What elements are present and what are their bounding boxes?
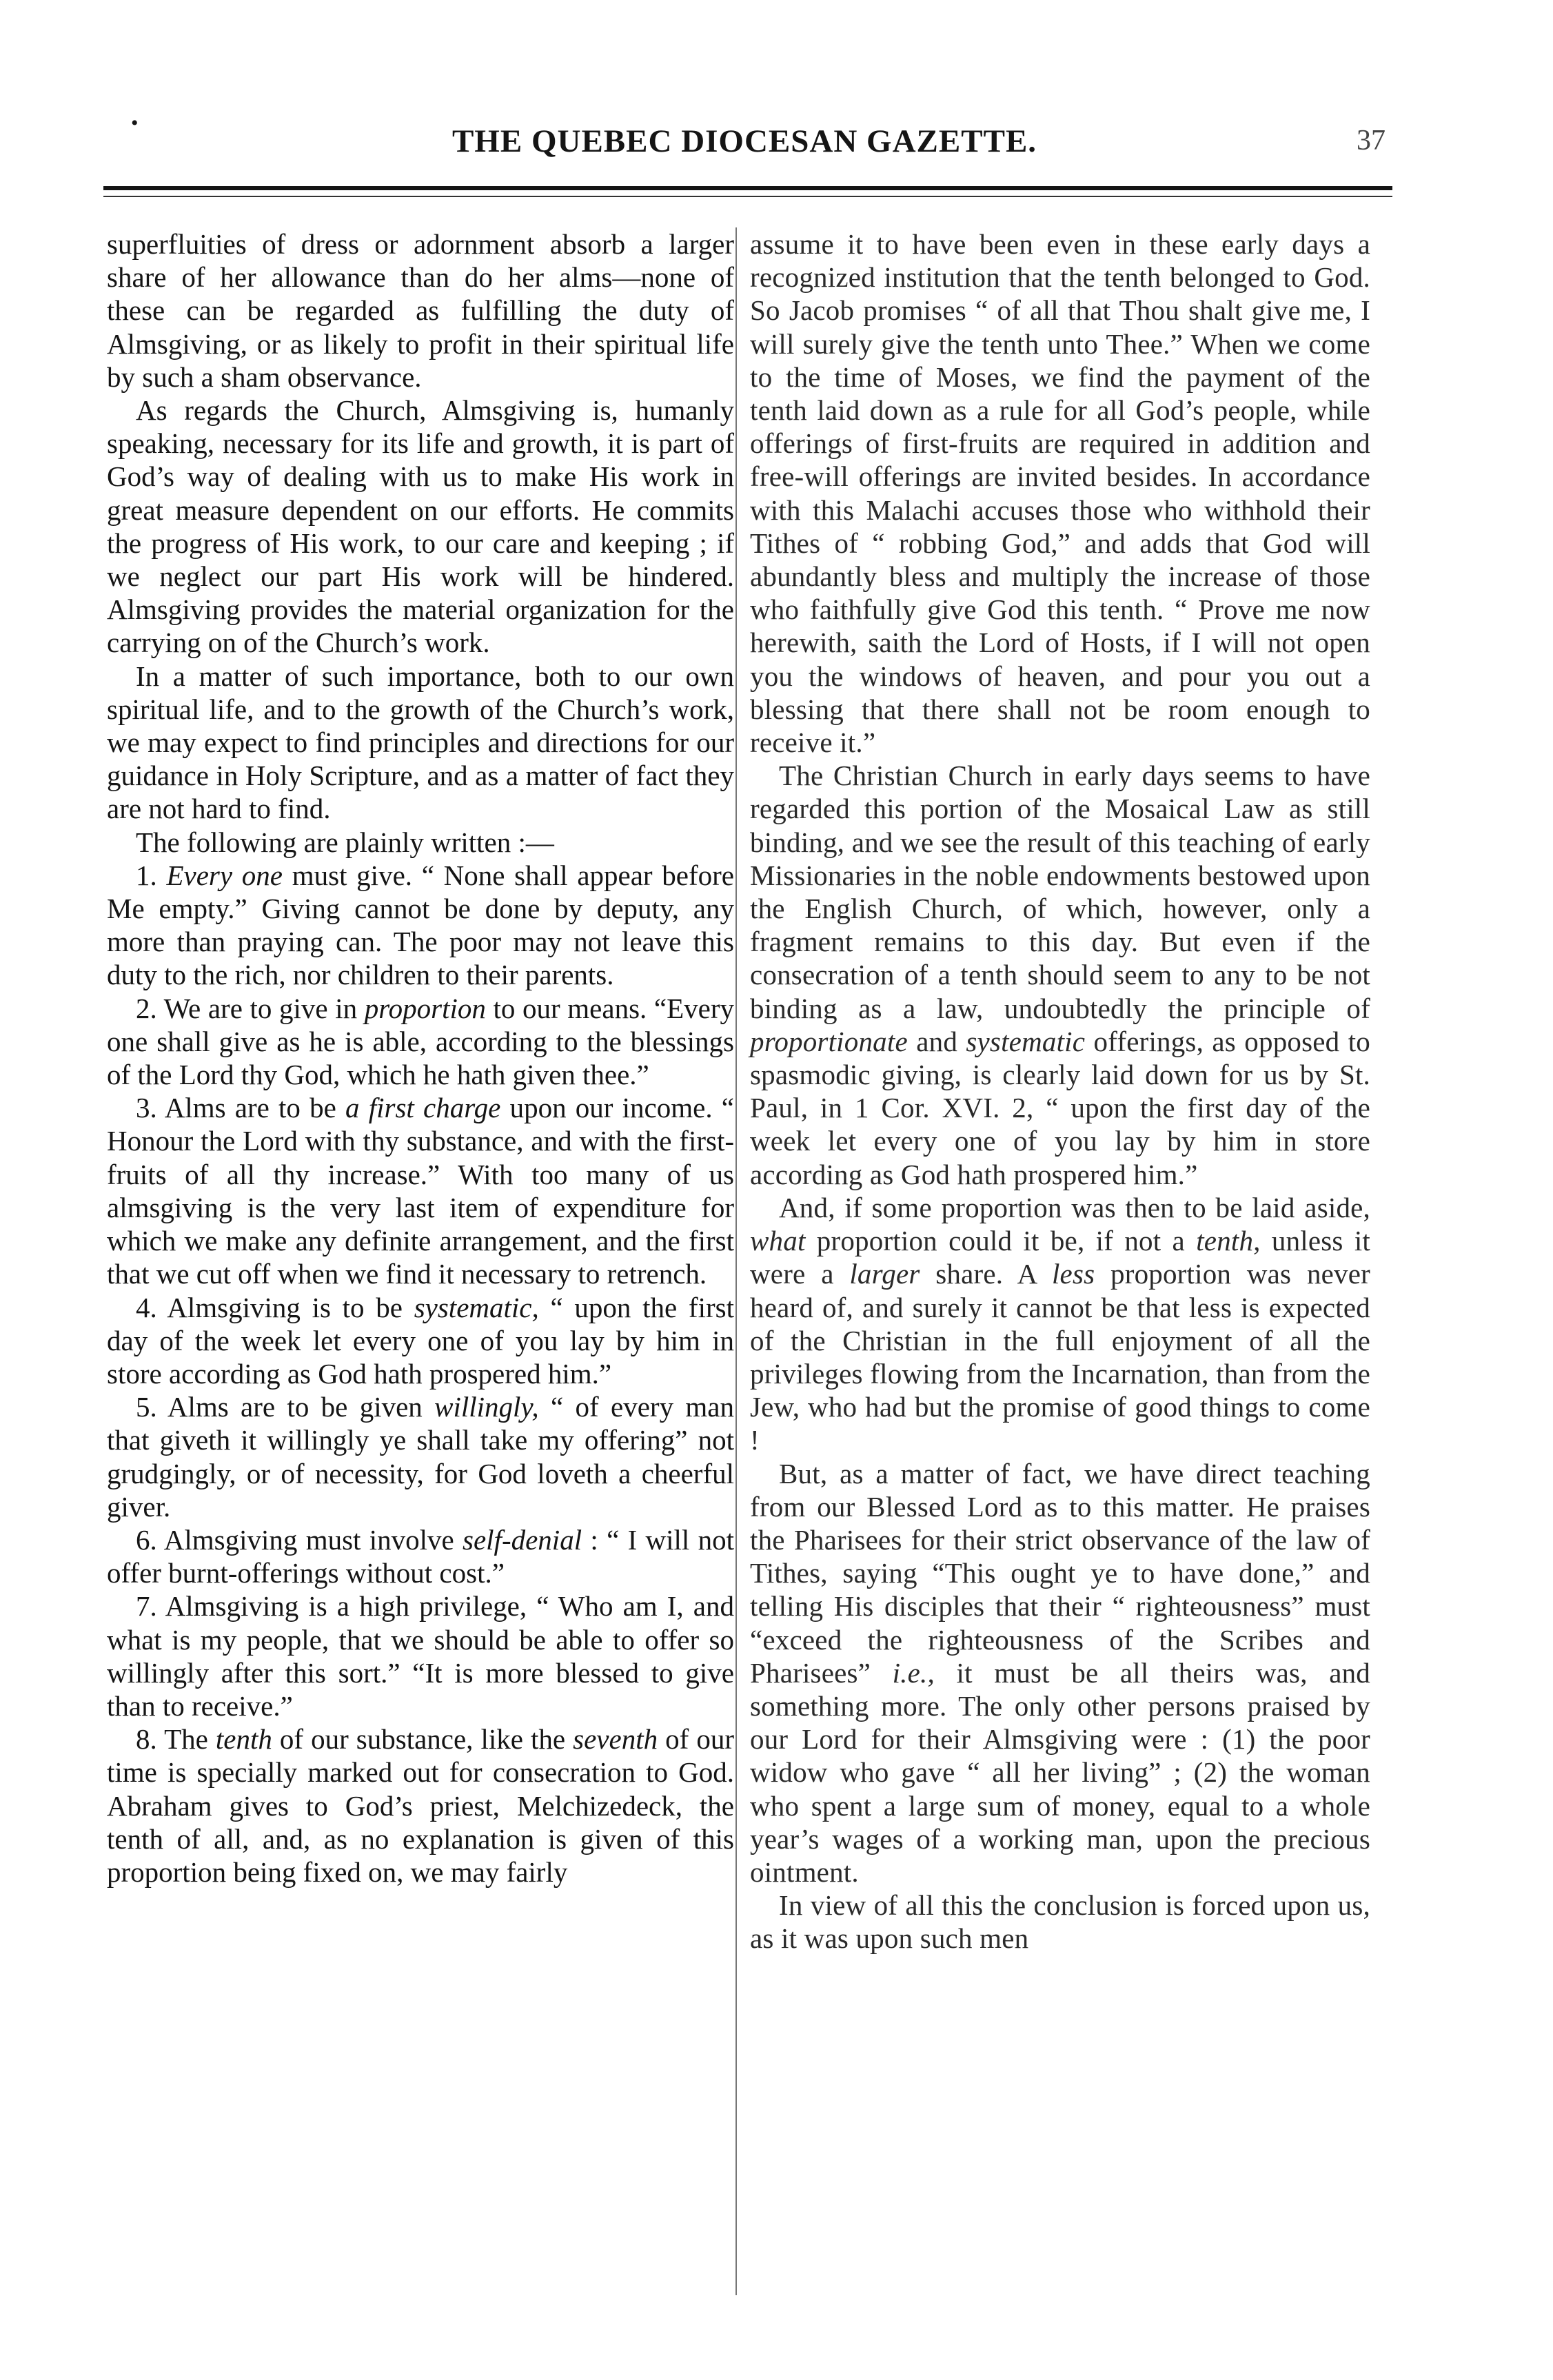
item-text: “ of every man that giveth it willingly ye shall take my offering” not grudgingly, or of necessity, for God loveth a cheerful giver.: [107, 1391, 734, 1523]
item-number: 7.: [136, 1590, 165, 1623]
item-text: We are to give in: [163, 992, 365, 1024]
item-emphasis: seventh: [573, 1723, 658, 1756]
item-number: 1.: [136, 859, 167, 891]
header-rule-thick: [103, 186, 1392, 190]
paragraph-text: share. A: [920, 1258, 1052, 1290]
item-text: : “ I will not offer burnt-offerings without cost.”: [107, 1523, 734, 1589]
paragraph-text: it must be all theirs was, and something more. The only other persons praised by our Lord for their Almsgiving were : (1) the poor widow who gave “ all her living” ; (2) the woman who spent a large sum of money, equal to a whole year’s wages of a working man, upon the precious ointment.: [750, 1656, 1370, 1888]
header-rule-thin: [103, 196, 1392, 197]
item-number: 3.: [136, 1092, 165, 1124]
paragraph: As regards the Church, Almsgiving is, humanly speaking, necessary for its life and growth, it is part of God’s way of dealing with us to make His work in great measure dependent on our efforts. He commits the progress of His work, to our care and keeping ; if we neglect our part His work will be hindered. Almsgiving provides the material organization for the carrying on of the Church’s work.: [107, 394, 734, 659]
paragraph: In view of all this the conclusion is forced upon us, as it was upon such men: [750, 1889, 1370, 1955]
right-column: [750, 227, 1370, 1955]
list-item: [107, 859, 734, 992]
header-ornament: •: [131, 112, 139, 134]
paragraph: superfluities of dress or adornment absorb a larger share of her allowance than do her alms—none of these can be regarded as fulfilling the duty of Almsgiving, or as likely to profit in their spiritual life by such a sham observance.: [107, 228, 734, 393]
item-text: Almsgiving must involve: [163, 1523, 463, 1556]
item-number: 6.: [136, 1523, 164, 1556]
item-text: “ upon the first day of the week let every one of you lay by him in store according as God hath prospered him.”: [107, 1291, 734, 1390]
item-text: must give. “ None shall appear before Me empty.” Giving cannot be done by deputy, any more than praying can. The poor may not leave this duty to the rich, nor children to their parents.: [107, 859, 735, 991]
list-item: [107, 1291, 734, 1391]
item-number: 2.: [136, 992, 164, 1024]
list-item: [107, 1390, 734, 1523]
paragraph-emphasis: systematic: [966, 1025, 1086, 1057]
paragraph: [750, 1457, 1370, 1889]
paragraph: [750, 759, 1370, 1191]
item-emphasis: a first charge: [345, 1092, 501, 1124]
item-text: Alms are to be: [164, 1092, 346, 1124]
item-emphasis: proportion: [364, 992, 486, 1024]
paragraph: In a matter of such importance, both to our own spiritual life, and to the growth of the Church’s work, we may expect to find principles and directions for our guidance in Holy Scripture, and as a matter of fact they are not hard to find.: [107, 660, 734, 825]
page-number: 37: [1357, 125, 1385, 156]
column-divider: [735, 227, 737, 2295]
item-emphasis: Every one: [166, 859, 283, 891]
paragraph-emphasis: less: [1051, 1258, 1095, 1290]
paragraph-text: proportion could it be, if not a: [805, 1225, 1197, 1257]
paragraph-emphasis: i.e.,: [892, 1656, 935, 1689]
item-text: Almsgiving is to be: [167, 1291, 414, 1323]
paragraph-text: and: [907, 1025, 966, 1057]
item-text: of our substance, like the: [272, 1723, 574, 1756]
item-emphasis: willingly,: [434, 1391, 539, 1423]
item-emphasis: tenth: [215, 1723, 272, 1756]
list-item: [107, 1722, 734, 1889]
item-text: to our means. “Every one shall give as he is able, according to the blessings of the Lord thy God, which he hath given thee.”: [107, 992, 734, 1091]
paragraph-text: proportion was never heard of, and surely it cannot be that less is expected of the Christian in the full enjoyment of all the privileges flowing from the Incarnation, than from the Jew, who had but the promise of good things to come !: [750, 1258, 1370, 1456]
item-number: 8.: [136, 1723, 165, 1756]
list-item: [107, 1091, 734, 1290]
item-text: Alms are to be given: [167, 1391, 435, 1423]
paragraph-text: And, if some proportion was then to be laid aside,: [779, 1191, 1370, 1223]
paragraph: assume it to have been even in these early days a recognized institution that the tenth belonged to God. So Jacob promises “ of all that Thou shalt give me, I will surely give the tenth unto Thee.” When we come to the time of Moses, we find the payment of the tenth laid down as a rule for all God’s people, while offerings of first-fruits are required in addition and free-will offerings are invited besides. In accordance with this Malachi accuses those who withhold their Tithes of “ robbing God,” and adds that God will abundantly bless and multiply the increase of those who faithfully give God this tenth. “ Prove me now herewith, saith the Lord of Hosts, if I will not open you the windows of heaven, and pour you out a blessing that there shall not be room enough to receive it.”: [750, 228, 1370, 759]
paragraph-emphasis: proportionate: [750, 1025, 908, 1057]
item-emphasis: self-denial: [463, 1523, 582, 1556]
paragraph-emphasis: larger: [849, 1258, 920, 1290]
paragraph: [750, 1191, 1370, 1457]
paragraph-text: But, as a matter of fact, we have direct teaching from our Blessed Lord as to this matter. He praises the Pharisees for their strict observance of the law of Tithes, saying “This ought ye to have done,” and telling His disciples that their “ righteousness” must “exceed the righteousness of the Scribes and Pharisees”: [750, 1457, 1370, 1689]
item-number: 5.: [136, 1391, 168, 1423]
item-text: Almsgiving is a high privilege, “ Who am I, and what is my people, that we should be able to offer so willingly after this sort.” “It is more blessed to give than to receive.”: [107, 1590, 734, 1722]
item-text: The: [164, 1723, 216, 1756]
paragraph-emphasis: what: [750, 1225, 806, 1257]
item-text: of our time is specially marked out for consecration to God. Abraham gives to God’s priest, Melchizedeck, the tenth of all, and, as no explanation is given of this proportion being fixed on, we may fairly: [107, 1723, 734, 1888]
item-text: upon our income. “ Honour the Lord with thy substance, and with the first-fruits of all thy increase.” With too many of us almsgiving is the very last item of expenditure for which we make any definite arrangement, and the first that we cut off when we find it necessary to retrench.: [107, 1092, 734, 1290]
list-item: [107, 1523, 734, 1589]
paragraph-text: unless it were a: [750, 1225, 1370, 1290]
item-emphasis: systematic,: [414, 1291, 539, 1323]
paragraph: The following are plainly written :—: [136, 826, 554, 858]
paragraph-text: offerings, as opposed to spasmodic giving, is clearly laid down for us by St. Paul, in 1 Cor. XVI. 2, “ upon the first day of the week let every one of you lay by him in store according as God hath prospered him.”: [750, 1025, 1370, 1190]
left-column: [107, 227, 734, 1889]
list-item: [107, 1589, 734, 1722]
list-item: [107, 992, 734, 1092]
item-number: 4.: [136, 1291, 168, 1323]
paragraph-emphasis: tenth,: [1196, 1225, 1261, 1257]
paragraph-text: The Christian Church in early days seems to have regarded this portion of the Mosaical Law as still binding, and we see the result of this teaching of early Missionaries in the noble endowments bestowed upon the English Church, of which, however, only a fragment remains to this day. But even if the consecration of a tenth should seem to any to be not binding as a law, undoubtedly the principle of: [750, 760, 1370, 1024]
page-header: [103, 112, 1385, 185]
page-title: THE QUEBEC DIOCESAN GAZETTE.: [451, 123, 1037, 159]
